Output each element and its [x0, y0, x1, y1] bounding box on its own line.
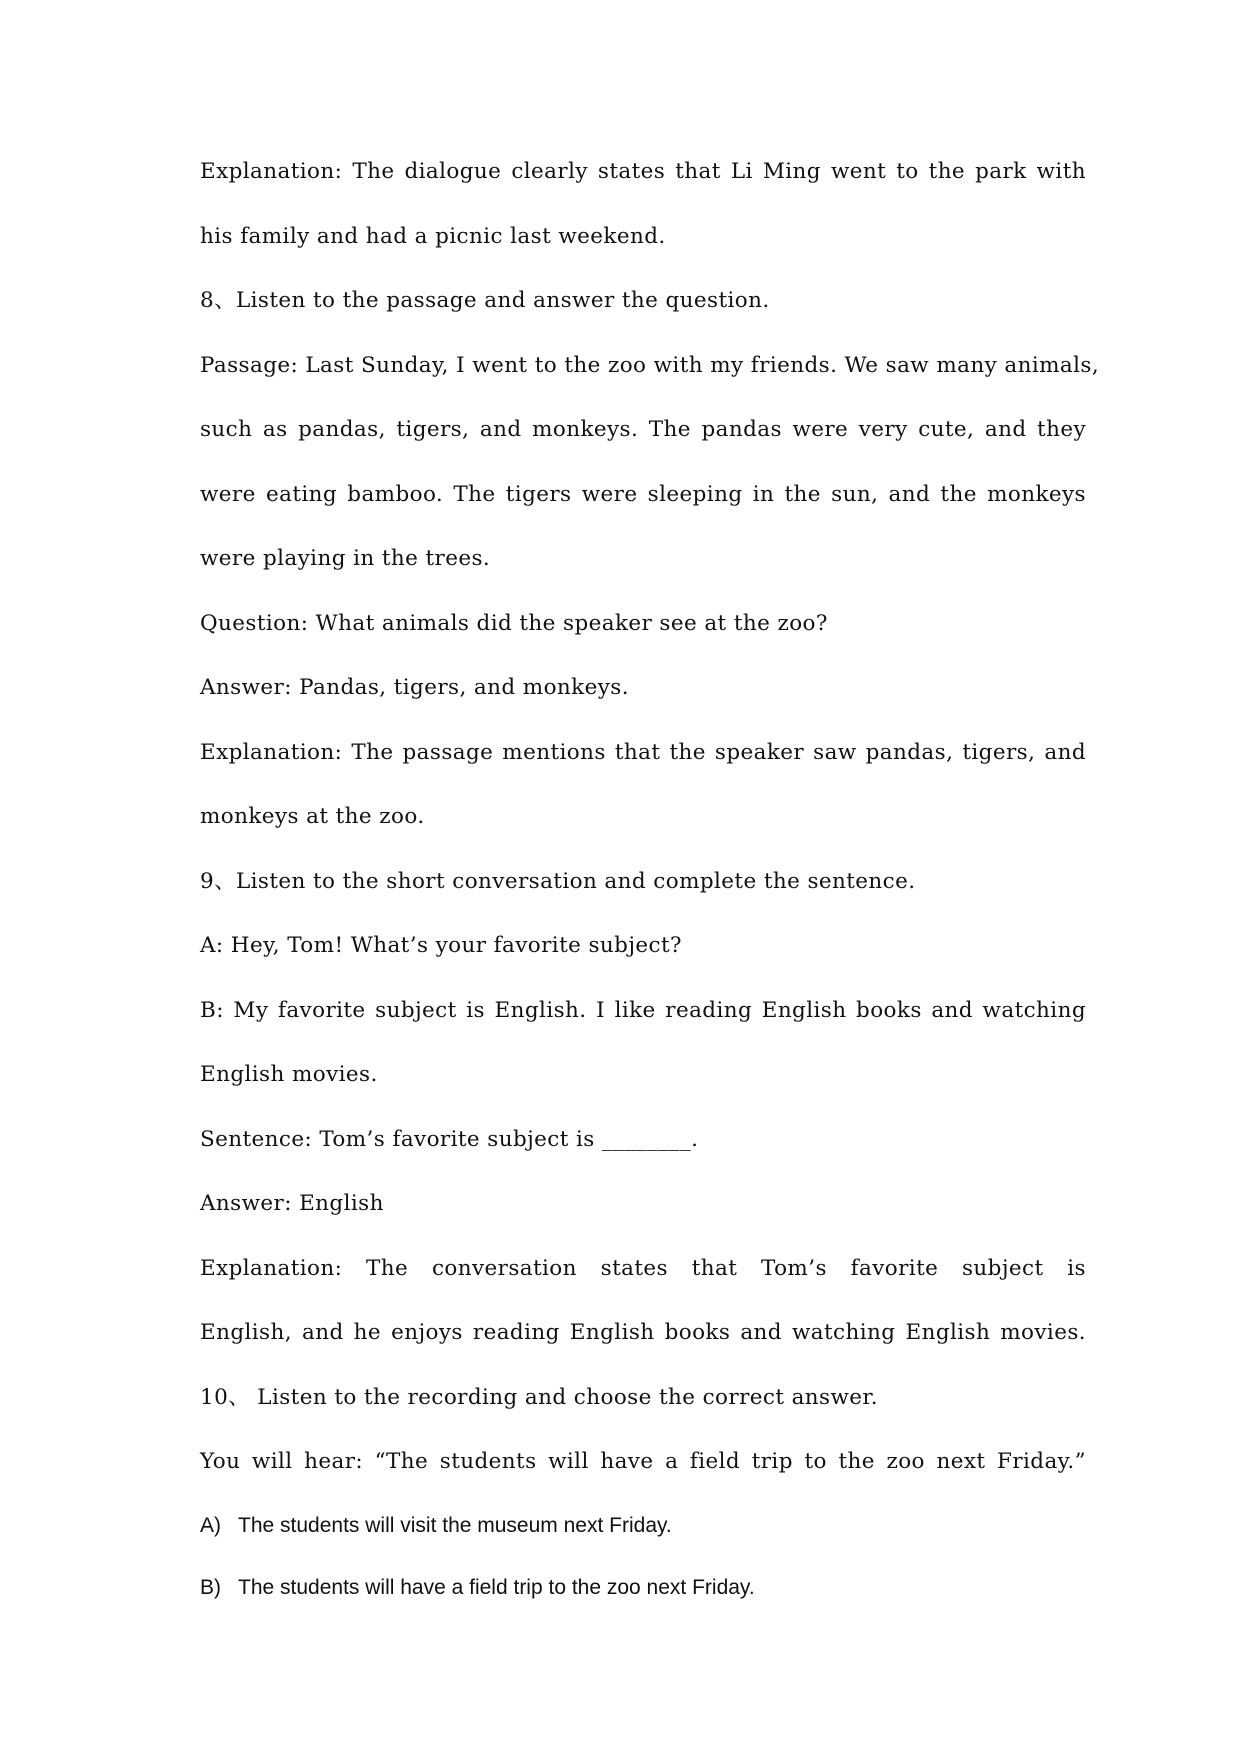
option-b — [200, 1557, 1100, 1619]
text-line: such as pandas, tigers, and monkeys. The pandas were very cute, and they — [200, 417, 1086, 442]
question-10-heading: 10、 Listen to the recording and choose the correct answer. — [200, 1384, 878, 1410]
text-line: his family and had a picnic last weekend. — [200, 223, 666, 249]
option-letter: A) — [200, 1513, 221, 1537]
text-line: A: Hey, Tom! What’s your favorite subject? — [200, 933, 682, 958]
question-9-heading: 9、Listen to the short conversation and complete the sentence. — [200, 868, 916, 894]
text-line: Explanation: The conversation states that Tom’s favorite subject is — [200, 1255, 1086, 1281]
document-page — [200, 140, 1100, 1619]
text-line: Explanation: The dialogue clearly states that Li Ming went to the park with — [200, 159, 1086, 184]
option-text: The students will visit the museum next Friday. — [238, 1513, 672, 1537]
text-line: Answer: English — [200, 1191, 384, 1216]
text-line: Passage: Last Sunday, I went to the zoo with my friends. We saw many animals, — [200, 352, 1100, 378]
option-letter: B) — [200, 1575, 221, 1599]
question-8-heading: 8、Listen to the passage and answer the question. — [200, 288, 770, 313]
text-line: B: My favorite subject is English. I like reading English books and watching — [200, 997, 1086, 1023]
text-line: You will hear: “The students will have a field trip to the zoo next Friday.” — [200, 1449, 1086, 1474]
text-line: Question: What animals did the speaker see at the zoo? — [200, 610, 828, 636]
text-body — [200, 140, 1100, 1495]
text-line: monkeys at the zoo. — [200, 804, 425, 829]
text-line: English, and he enjoys reading English books and watching English movies. — [200, 1320, 1086, 1345]
text-line: were playing in the trees. — [200, 546, 491, 571]
text-line: Sentence: Tom’s favorite subject is ________. — [200, 1126, 699, 1152]
answer-options — [200, 1495, 1100, 1619]
text-line: were eating bamboo. The tigers were sleeping in the sun, and the monkeys — [200, 481, 1086, 507]
text-line: Explanation: The passage mentions that the speaker saw pandas, tigers, and — [200, 739, 1086, 765]
option-a — [200, 1495, 1100, 1557]
text-line: English movies. — [200, 1062, 378, 1087]
option-text: The students will have a field trip to the zoo next Friday. — [238, 1575, 755, 1599]
text-line: Answer: Pandas, tigers, and monkeys. — [200, 675, 629, 700]
